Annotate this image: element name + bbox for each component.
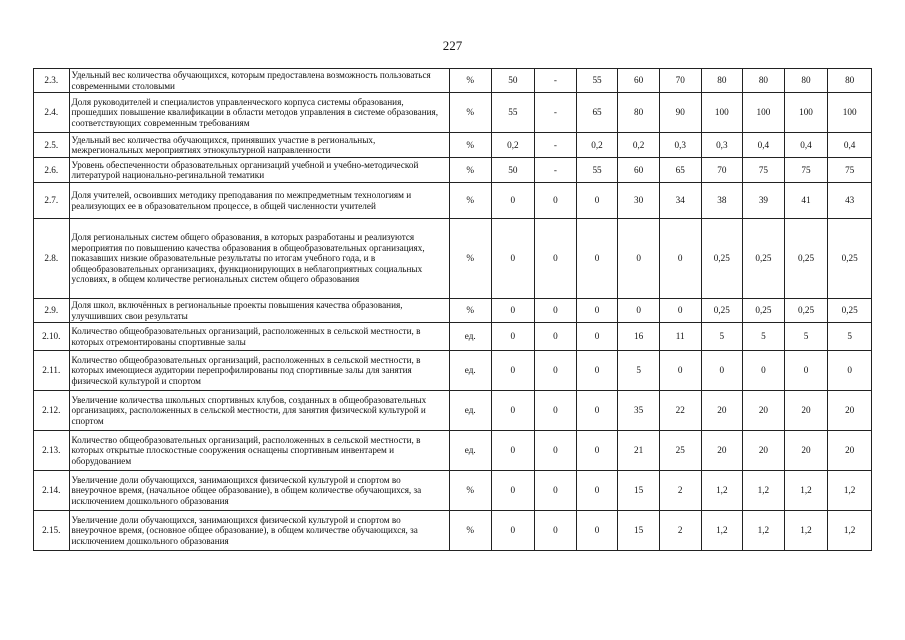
table-row [34,219,872,299]
indicator-description-cell: Удельный вес количества обучающихся, принявших участие в региональных, межрегиональных мероприятиях этнокультурной направленности [69,133,449,158]
value-cell: 0 [491,511,535,551]
value-cell: 5 [828,323,872,351]
value-cell: 80 [828,69,872,93]
value-cell: 0 [576,431,618,471]
value-cell: 20 [784,391,828,431]
value-cell: - [535,69,577,93]
row-number-cell: 2.7. [34,183,70,219]
value-cell: 16 [618,323,660,351]
value-cell: 70 [659,69,701,93]
value-cell: - [535,158,577,183]
indicator-description-cell: Количество общеобразовательных организаций, расположенных в сельской местности, в которых имеющиеся аудитории перепрофилированы под спортивные залы для занятия физической культурой и спортом [69,351,449,391]
value-cell: 0 [659,219,701,299]
value-cell: 20 [828,391,872,431]
value-cell: 20 [828,431,872,471]
table-row [34,511,872,551]
value-cell: 80 [743,69,785,93]
value-cell: 0 [535,511,577,551]
unit-cell: ед. [449,323,491,351]
table-row [34,69,872,93]
value-cell: 80 [618,93,660,133]
value-cell: 100 [701,93,743,133]
value-cell: 0,3 [659,133,701,158]
unit-cell: % [449,158,491,183]
unit-cell: % [449,219,491,299]
indicator-description-cell: Уровень обеспеченности образовательных организаций учебной и учебно-методической литературой национально-регинальной тематики [69,158,449,183]
value-cell: 39 [743,183,785,219]
value-cell: 1,2 [743,471,785,511]
value-cell: 50 [491,158,535,183]
value-cell: 1,2 [828,471,872,511]
page-number: 227 [442,38,463,53]
value-cell: 0 [576,219,618,299]
value-cell: 20 [701,431,743,471]
indicator-description-cell: Количество общеобразовательных организаций, расположенных в сельской местности, в которых открытые плоскостные сооружения оснащены спортивным инвентарем и оборудованием [69,431,449,471]
indicator-description-cell: Удельный вес количества обучающихся, которым предоставлена возможность пользоваться современными столовыми [69,69,449,93]
value-cell: 11 [659,323,701,351]
value-cell: 80 [701,69,743,93]
value-cell: 0 [535,183,577,219]
value-cell: 0 [491,219,535,299]
value-cell: 15 [618,471,660,511]
value-cell: 5 [784,323,828,351]
value-cell: 55 [576,158,618,183]
unit-cell: % [449,471,491,511]
value-cell: 0 [491,183,535,219]
unit-cell: ед. [449,351,491,391]
value-cell: 75 [743,158,785,183]
row-number-cell: 2.12. [34,391,70,431]
value-cell: 0 [491,299,535,323]
value-cell: 20 [743,391,785,431]
value-cell: 60 [618,69,660,93]
value-cell: 0,25 [701,299,743,323]
value-cell: 65 [659,158,701,183]
row-number-cell: 2.3. [34,69,70,93]
table-row [34,158,872,183]
value-cell: 0,25 [743,219,785,299]
table-row [34,323,872,351]
value-cell: 21 [618,431,660,471]
table-row [34,471,872,511]
value-cell: 0 [576,183,618,219]
value-cell: 0,3 [701,133,743,158]
value-cell: 55 [576,69,618,93]
value-cell: 55 [491,93,535,133]
value-cell: - [535,133,577,158]
value-cell: 0 [535,431,577,471]
unit-cell: % [449,69,491,93]
table-row [34,133,872,158]
value-cell: 100 [828,93,872,133]
value-cell: 0 [491,323,535,351]
value-cell: 0 [535,299,577,323]
value-cell: 41 [784,183,828,219]
value-cell: 0 [576,471,618,511]
value-cell: 50 [491,69,535,93]
value-cell: 0,4 [784,133,828,158]
value-cell: 0,2 [491,133,535,158]
table-row [34,351,872,391]
value-cell: 0 [659,351,701,391]
value-cell: 100 [743,93,785,133]
indicator-description-cell: Доля учителей, освоивших методику преподавания по межпредметным технологиям и реализующих ее в образовательном процессе, в общей численности учителей [69,183,449,219]
value-cell: 0 [576,511,618,551]
indicator-description-cell: Увеличение доли обучающихся, занимающихся физической культурой и спортом во внеурочное время, (начальное общее образование), в общем количестве обучающихся, за исключением дошкольного образования [69,471,449,511]
row-number-cell: 2.4. [34,93,70,133]
row-number-cell: 2.11. [34,351,70,391]
row-number-cell: 2.6. [34,158,70,183]
value-cell: 20 [743,431,785,471]
value-cell: - [535,93,577,133]
indicator-description-cell: Увеличение доли обучающихся, занимающихся физической культурой и спортом во внеурочное время, (основное общее образование), в общем количестве обучающихся, за исключением дошкольного образования [69,511,449,551]
value-cell: 0 [491,471,535,511]
table-row [34,431,872,471]
value-cell: 25 [659,431,701,471]
value-cell: 0 [491,351,535,391]
value-cell: 35 [618,391,660,431]
value-cell: 0,4 [828,133,872,158]
value-cell: 5 [618,351,660,391]
value-cell: 0 [491,391,535,431]
value-cell: 2 [659,471,701,511]
row-number-cell: 2.9. [34,299,70,323]
value-cell: 0,4 [743,133,785,158]
value-cell: 0 [535,323,577,351]
indicator-description-cell: Доля региональных систем общего образования, в которых разработаны и реализуются мероприятия по повышению качества образования в общеобразовательных организациях, показавших низкие образовательные результаты по итогам учебного года, и в общеобразовательных организациях, функционирующих в неблагоприятных социальных условиях, в общем количестве региональных систем общего образования [69,219,449,299]
unit-cell: % [449,133,491,158]
value-cell: 0 [535,471,577,511]
value-cell: 1,2 [828,511,872,551]
value-cell: 70 [701,158,743,183]
unit-cell: ед. [449,431,491,471]
value-cell: 0 [784,351,828,391]
value-cell: 0,25 [828,299,872,323]
value-cell: 0,25 [701,219,743,299]
value-cell: 15 [618,511,660,551]
table-row [34,183,872,219]
table-row [34,299,872,323]
value-cell: 1,2 [784,511,828,551]
value-cell: 0 [618,299,660,323]
value-cell: 0 [576,351,618,391]
unit-cell: % [449,93,491,133]
table-body [34,69,872,551]
value-cell: 75 [784,158,828,183]
indicator-description-cell: Количество общеобразовательных организаций, расположенных в сельской местности, в которых отремонтированы спортивные залы [69,323,449,351]
value-cell: 0,25 [784,299,828,323]
value-cell: 0,25 [828,219,872,299]
value-cell: 1,2 [784,471,828,511]
value-cell: 0 [743,351,785,391]
value-cell: 0 [535,351,577,391]
value-cell: 0 [576,299,618,323]
table-row [34,93,872,133]
value-cell: 90 [659,93,701,133]
value-cell: 60 [618,158,660,183]
value-cell: 0 [576,323,618,351]
value-cell: 0,2 [576,133,618,158]
value-cell: 20 [701,391,743,431]
value-cell: 2 [659,511,701,551]
value-cell: 5 [701,323,743,351]
table-row [34,391,872,431]
value-cell: 22 [659,391,701,431]
value-cell: 100 [784,93,828,133]
value-cell: 1,2 [701,511,743,551]
row-number-cell: 2.10. [34,323,70,351]
unit-cell: % [449,511,491,551]
indicator-description-cell: Доля школ, включённых в региональные проекты повышения качества образования, улучшивших свои результаты [69,299,449,323]
value-cell: 34 [659,183,701,219]
value-cell: 80 [784,69,828,93]
value-cell: 1,2 [743,511,785,551]
value-cell: 0 [828,351,872,391]
row-number-cell: 2.15. [34,511,70,551]
value-cell: 38 [701,183,743,219]
value-cell: 0,25 [784,219,828,299]
value-cell: 1,2 [701,471,743,511]
indicators-table [33,68,872,551]
unit-cell: % [449,299,491,323]
value-cell: 75 [828,158,872,183]
value-cell: 5 [743,323,785,351]
value-cell: 0 [659,299,701,323]
value-cell: 43 [828,183,872,219]
indicator-description-cell: Увеличение количества школьных спортивных клубов, созданных в общеобразовательных организациях, расположенных в сельской местности, для занятия физической культурой и спортом [69,391,449,431]
value-cell: 0,25 [743,299,785,323]
indicator-description-cell: Доля руководителей и специалистов управленческого корпуса системы образования, прошедших повышение квалификации в области методов управления в системе образования, соответствующих современным требованиям [69,93,449,133]
row-number-cell: 2.14. [34,471,70,511]
unit-cell: ед. [449,391,491,431]
value-cell: 0 [618,219,660,299]
value-cell: 0,2 [618,133,660,158]
row-number-cell: 2.13. [34,431,70,471]
value-cell: 0 [535,219,577,299]
row-number-cell: 2.5. [34,133,70,158]
value-cell: 30 [618,183,660,219]
value-cell: 65 [576,93,618,133]
value-cell: 0 [535,391,577,431]
value-cell: 0 [576,391,618,431]
value-cell: 20 [784,431,828,471]
value-cell: 0 [491,431,535,471]
row-number-cell: 2.8. [34,219,70,299]
unit-cell: % [449,183,491,219]
value-cell: 0 [701,351,743,391]
